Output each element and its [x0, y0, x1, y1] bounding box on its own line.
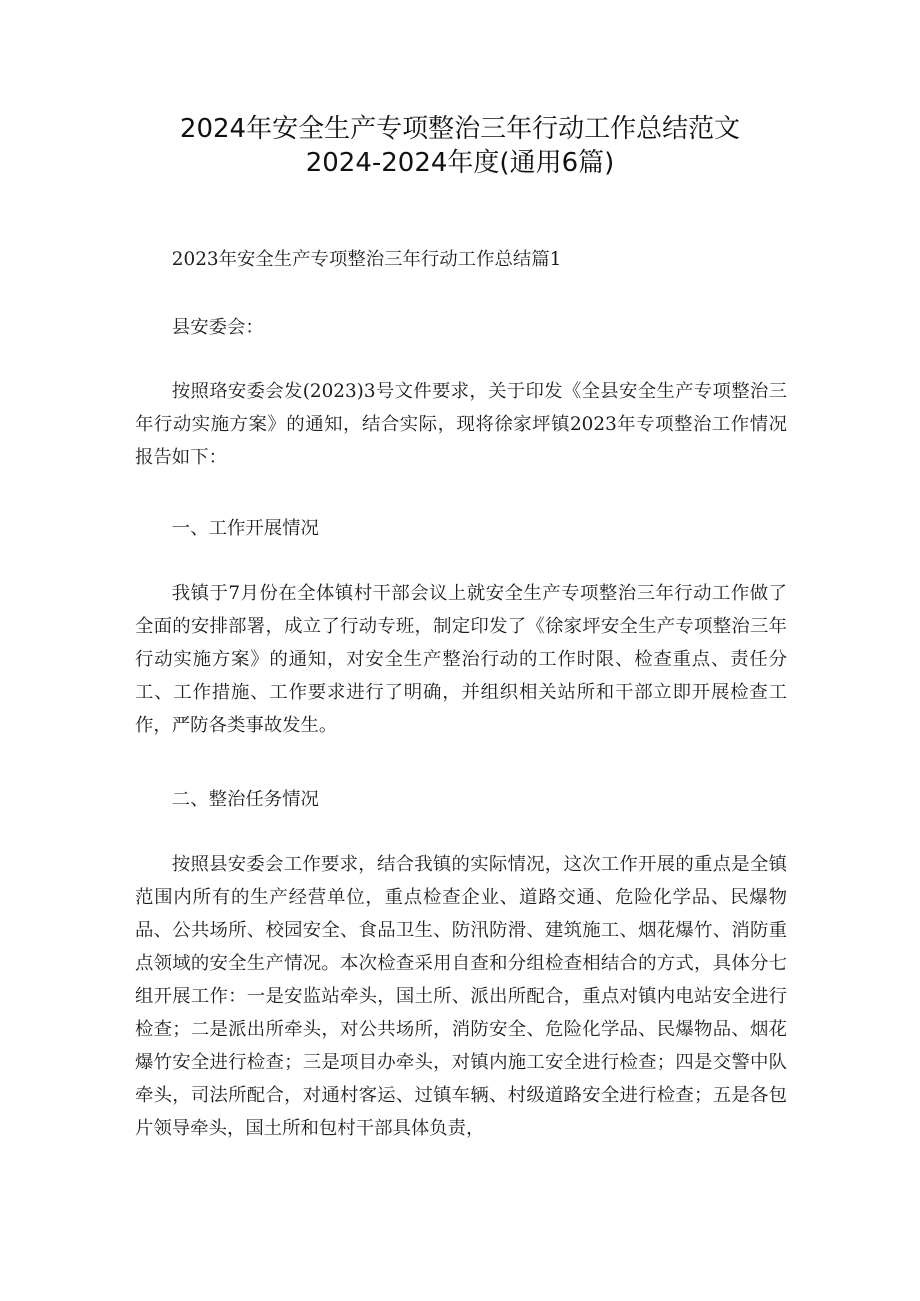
- document-title-year: 2024-2024年度(通用6篇): [305, 148, 615, 178]
- section-subtitle: [135, 243, 787, 276]
- heading-work-progress-text: 一、工作开展情况: [171, 518, 319, 539]
- heading-rectification-tasks: [135, 783, 787, 816]
- rectification-tasks-paragraph: [135, 848, 787, 1145]
- heading-work-progress: [135, 512, 787, 545]
- intro-paragraph-text: 按照珞安委会发(2023)3号文件要求，关于印发《全县安全生产专项整治三年行动实施方案》的通知，结合实际，现将徐家坪镇2023年专项整治工作情况报告如下：: [135, 381, 787, 468]
- work-progress-paragraph: [135, 577, 787, 742]
- rectification-tasks-paragraph-text: 按照县安委会工作要求，结合我镇的实际情况，这次工作开展的重点是全镇范围内所有的生产经营单位，重点检查企业、道路交通、危险化学品、民爆物品、公共场所、校园安全、食品卫生、防汛防滑、建筑施工、烟花爆竹、消防重点领域的安全生产情况。本次检查采用自查和分组检查相结合的方式，具体分七组开展工作：一是安监站牵头，国土所、派出所配合，重点对镇内电站安全进行检查；二是派出所牵头，对公共场所，消防安全、危险化学品、民爆物品、烟花爆竹安全进行检查；三是项目办牵头，对镇内施工安全进行检查；四是交警中队牵头，司法所配合，对通村客运、过镇车辆、村级道路安全进行检查；五是各包片领导牵头，国土所和包村干部具体负责，: [135, 854, 787, 1139]
- document-title: 2024年安全生产专项整治三年行动工作总结范文: [179, 114, 741, 144]
- addressee-text: 县安委会：: [171, 317, 264, 338]
- work-progress-paragraph-text: 我镇于7月份在全体镇村干部会议上就安全生产专项整治三年行动工作做了全面的安排部署，成立了行动专班，制定印发了《徐家坪安全生产专项整治三年行动实施方案》的通知，对安全生产整治行动的工作时限、检查重点、责任分工、工作措施、工作要求进行了明确，并组织相关站所和干部立即开展检查工作，严防各类事故发生。: [135, 583, 787, 736]
- intro-paragraph: [135, 375, 787, 474]
- heading-rectification-tasks-text: 二、整治任务情况: [171, 789, 319, 810]
- section-subtitle-text: 2023年安全生产专项整治三年行动工作总结篇1: [171, 249, 562, 270]
- addressee: [135, 311, 787, 344]
